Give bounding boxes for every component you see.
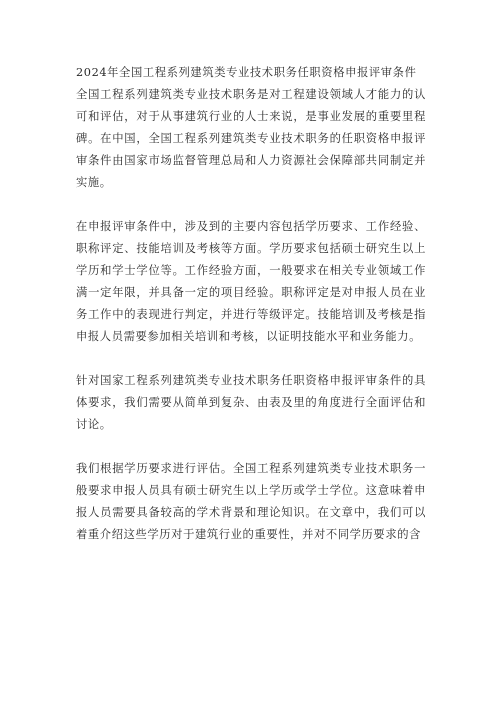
paragraph-education: 我们根据学历要求进行评估。全国工程系列建筑类专业技术职务一般要求申报人员具有硕士研究生以上学历或学士学位。这意味着申报人员需要具备较高的学术背景和理论知识。在文章中，我们可以着重介绍这些学历对于建筑行业的重要性，并对不同学历要求的含 [76,462,426,541]
document-title: 2024年全国工程系列建筑类专业技术职务任职资格申报评审条件 [76,66,417,79]
paragraph-spacer [76,436,426,458]
paragraph-evaluation-approach: 针对国家工程系列建筑类专业技术职务任职资格申报评审条件的具体要求，我们需要从简单到复杂、由表及里的角度进行全面评估和讨论。 [76,374,426,431]
paragraph-requirements: 在申报评审条件中，涉及到的主要内容包括学历要求、工作经验、职称评定、技能培训及考核等方面。学历要求包括硕士研究生以上学历和学士学位等。工作经验方面，一般要求在相关专业领域工作满一定年限，并具备一定的项目经验。职称评定是对申报人员在业务工作中的表现进行判定，并进行等级评定。技能培训及考核是指申报人员需要参加相关培训和考核，以证明技能水平和业务能力。 [76,220,426,343]
paragraph-spacer [76,194,426,216]
document-body [76,62,426,546]
paragraph-spacer [76,348,426,370]
paragraph-intro: 全国工程系列建筑类专业技术职务是对工程建设领域人才能力的认可和评估，对于从事建筑行业的人士来说，是事业发展的重要里程碑。在中国，全国工程系列建筑类专业技术职务的任职资格申报评审条件由国家市场监督管理总局和人力资源社会保障部共同制定并实施。 [76,88,426,189]
